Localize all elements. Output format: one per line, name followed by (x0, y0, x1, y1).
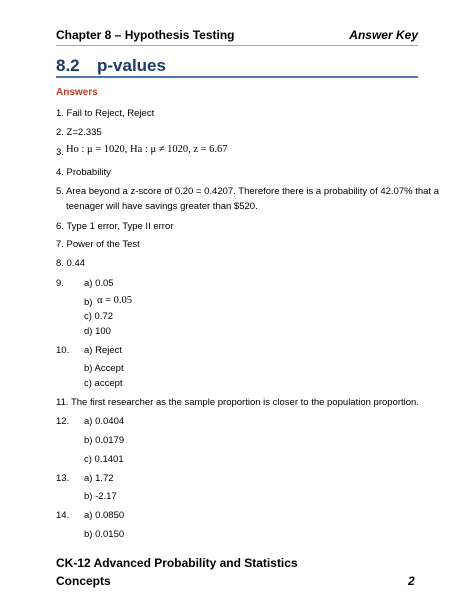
answer-10c: c) accept (84, 378, 123, 389)
footer-book-subtitle: Concepts (56, 574, 111, 588)
answer-5-line-1: 5. Area beyond a z-score of 0.20 = 0.4207. Therefore there is a probability of 42.07% that a (56, 186, 439, 197)
answer-12a: a) 0.0404 (84, 416, 125, 427)
answer-1: 1. Fail to Reject, Reject (56, 108, 155, 119)
answer-13b: b) -2.17 (84, 491, 117, 502)
answer-5-line-2: teenager will have savings greater than $520. (66, 201, 258, 212)
answer-9-number: 9. (56, 278, 64, 289)
answer-2: 2. Z=2.335 (56, 127, 102, 138)
answer-9b-math: α = 0.05 (97, 295, 133, 306)
page-header (56, 28, 418, 46)
answer-9b-label: b) (84, 297, 93, 308)
section-divider (56, 76, 418, 78)
section-title: p-values (97, 56, 166, 75)
answer-3-math: Ho : μ = 1020, Ha : μ ≠ 1020, z = 6.67 (66, 144, 228, 155)
page-number: 2 (408, 574, 415, 588)
header-divider (56, 45, 418, 46)
answer-9a: a) 0.05 (84, 278, 114, 289)
answer-14a: a) 0.0850 (84, 510, 125, 521)
answer-7: 7. Power of the Test (56, 239, 140, 250)
chapter-title: Chapter 8 – Hypothesis Testing (56, 28, 235, 42)
answer-10-number: 10. (56, 345, 70, 356)
answer-14b: b) 0.0150 (84, 529, 125, 540)
answer-3-number: 3. (56, 147, 64, 158)
answer-4: 4. Probability (56, 167, 111, 178)
answer-12-number: 12. (56, 416, 70, 427)
answer-8: 8. 0.44 (56, 258, 86, 269)
answer-13a: a) 1.72 (84, 473, 114, 484)
answer-9d: d) 100 (84, 326, 111, 337)
section-number: 8.2 (56, 56, 80, 75)
answer-12c: c) 0.1401 (84, 454, 124, 465)
answer-14-number: 14. (56, 510, 70, 521)
answer-9c: c) 0.72 (84, 311, 114, 322)
answer-10b: b) Accept (84, 363, 124, 374)
answer-key-label: Answer Key (349, 28, 418, 42)
answer-10a: a) Reject (84, 345, 123, 356)
answer-13-number: 13. (56, 473, 70, 484)
footer-book-title: CK-12 Advanced Probability and Statistics (56, 556, 298, 570)
answer-6: 6. Type 1 error, Type II error (56, 221, 174, 232)
answer-12b: b) 0.0179 (84, 435, 125, 446)
answers-heading: Answers (56, 87, 98, 98)
answer-11: 11. The first researcher as the sample proportion is closer to the population proportion. (56, 397, 419, 408)
